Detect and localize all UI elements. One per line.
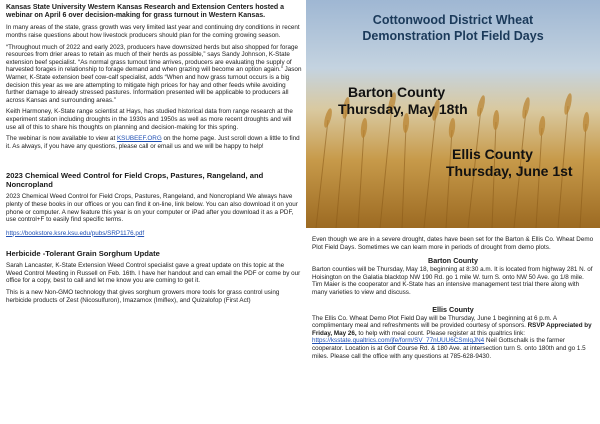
weed-control-paragraph: 2023 Chemical Weed Control for Field Crops, Pastures, Rangeland, and Noncropland We always have plenty of these books in our offices or you can find it on-line, link below. You can also download it on your phone or computer. A new feature this year is on your computer or iPad after you download it as a PDF, use control+F to easily find specific terms.: [6, 193, 298, 224]
barton-county-text: Barton counties will be Thursday, May 18, beginning at 8:30 a.m. It is located from highway 281 N. of Hoisington on the Galatia blacktop NW 190 Rd. go 1 mile W. turn S. onto NW 50 Ave. go 1/8 mile. Tim Maier is the cooperator and K-State has an intensive management test trial there along with many varieties to view and discuss.: [312, 266, 593, 296]
banner-ellis-day: Thursday, June 1st: [446, 163, 573, 179]
qualtrics-link[interactable]: https://ksstate.qualtrics.com/jfe/form/SV_77nUUU6CSmIqJN4: [312, 337, 485, 345]
sorghum-paragraph-1: Sarah Lancaster, K-State Extension Weed Control specialist gave a great update on this topic at the Weed Control Meeting in Russell on Feb. 16th. I have her handout and can email the PDF or come by our office for a copy, best to call and let me know you are coming to get it.: [6, 262, 301, 285]
banner-title-line-1: Cottonwood District Wheat: [372, 13, 534, 27]
webinar-title: Kansas State University Western Kansas Research and Extension Centers hosted a webinar on April 6 over decision-making for grass turnout in Western Kansas.: [6, 4, 285, 20]
sorghum-paragraph-2: This is a new Non-GMO technology that gives sorghum growers more tools for grass control using herbicide products of Zest (Nicosulfuron), Imazamox (Imiflex), and Quizalofop (First Act): [6, 289, 280, 304]
banner-ellis-county: Ellis County: [452, 146, 533, 162]
ellis-county-heading: Ellis County: [432, 304, 474, 314]
banner-title: [306, 12, 600, 44]
weed-control-link[interactable]: https://bookstore.ksre.ksu.edu/pubs/SRP1176.pdf: [6, 229, 145, 237]
banner-ellis-date: [446, 146, 573, 180]
field-days-intro: Even though we are in a severe drought, dates have been set for the Barton & Ellis Co. Wheat Demo Plot Field Days. Sometimes we can learn more in periods of drought from demo plots.: [312, 236, 594, 251]
webinar-paragraph-3: Keith Harmoney, K-State range scientist at Hays, has studied historical data from range research at the experiment station including droughts in the 1930s and 1950s as well as more recent droughts and will use all of this to share his thoughts on planning and decision-making for this spring.: [6, 108, 293, 131]
banner-title-line-2: Demonstration Plot Field Days: [362, 29, 544, 43]
ksubeef-link[interactable]: KSUBEEF.ORG: [116, 135, 162, 143]
webinar-text-before-link: The webinar is now available to view at: [6, 135, 117, 143]
sorghum-title: Herbicide -Tolerant Grain Sorghum Update: [6, 249, 160, 259]
webinar-paragraph-2: “Throughout much of 2022 and early 2023, producers have downsized herds but also shopped for forage resources from drier areas to retain as much of their herds as possible,” says Sandy Johnson, K-State extension beef specialist. “As normal grass turnout time arrives, producers are evaluating the supply of harvested forages in relationship to forage demand and when grazing will become an option again.” Jason Warner, K-State extension beef cow-calf specialist, adds “When and how grass turnout occurs is a big decision this year as we are attempting to mitigate high prices for hay and other feeds while avoiding further damage to already stressed pastures. Information presented will be applicable to producers all across Kansas and surrounding areas.”: [6, 43, 302, 104]
barton-county-heading: Barton County: [428, 256, 478, 266]
webinar-paragraph-4: [6, 135, 302, 150]
left-column: [6, 4, 302, 308]
weed-control-title: 2023 Chemical Weed Control for Field Crops, Pastures, Rangeland, and Noncropland: [6, 171, 264, 190]
ellis-text-3: Neil Gottschalk is the farmer cooperator. Location is at Golf Course Rd. & 180 Ave. at intersection turn S. onto 180th and go 1.5 miles. Please call the office with any questions at 785-628-9430.: [312, 337, 586, 360]
banner-barton-day: Thursday, May 18th: [338, 101, 468, 117]
ellis-text-2: to help with meal count. Please register at this qualtrics link:: [356, 329, 526, 337]
ellis-text-1: The Ellis Co. Wheat Demo Plot Field Day will be Thursday, June 1 beginning at 6 p.m. A complimentary meal and refreshments will be provided courtesy of sponsors.: [312, 314, 557, 330]
webinar-text-after-link: on the home page. Just scroll down a little to find it. As always, if you have any questions, please call or email us and we will be happy to help!: [6, 135, 300, 150]
webinar-paragraph-1: In many areas of the state, grass growth was very limited last year and continuing dry conditions in recent months raise questions about how livestock producers should plan for the coming growing season.: [6, 24, 300, 39]
ellis-county-text: [312, 315, 594, 361]
right-column: [312, 236, 594, 363]
field-days-banner: [306, 0, 600, 228]
banner-barton-date: [338, 84, 468, 118]
banner-barton-county: Barton County: [348, 84, 446, 100]
ellis-rsvp: RSVP Appreciated by Friday, May 26,: [312, 322, 592, 337]
